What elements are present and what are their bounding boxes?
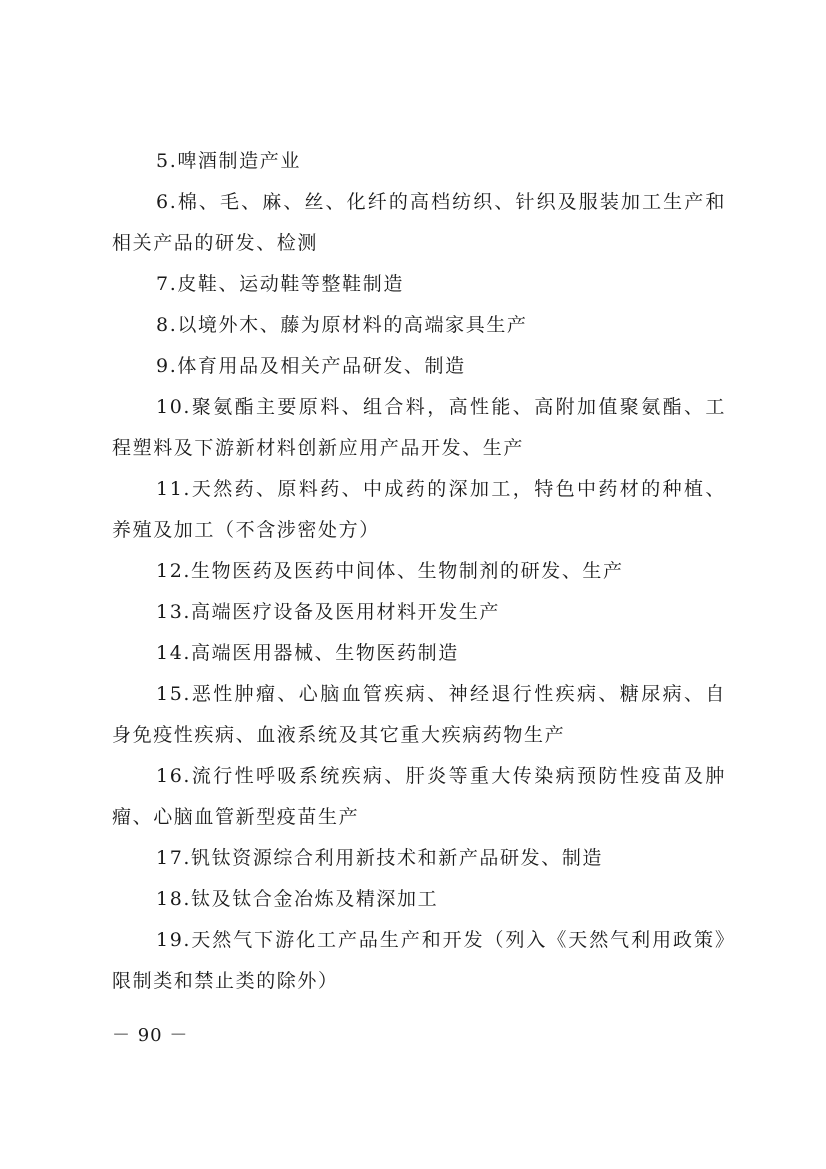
list-item: 15.恶性肿瘤、心脑血管疾病、神经退行性疾病、糖尿病、自身免疫性疾病、血液系统及其它重大疾病药物生产 bbox=[112, 683, 726, 746]
list-item: 8.以境外木、藤为原材料的高端家具生产 bbox=[156, 314, 528, 336]
document-body bbox=[112, 141, 726, 1002]
list-item: 10.聚氨酯主要原料、组合料，高性能、高附加值聚氨酯、工程塑料及下游新材料创新应用产品开发、生产 bbox=[112, 396, 726, 459]
list-item: 11.天然药、原料药、中成药的深加工，特色中药材的种植、养殖及加工（不含涉密处方） bbox=[112, 478, 726, 541]
list-item: 13.高端医疗设备及医用材料开发生产 bbox=[156, 601, 501, 623]
list-item: 17.钒钛资源综合利用新技术和新产品研发、制造 bbox=[156, 847, 604, 869]
list-item: 7.皮鞋、运动鞋等整鞋制造 bbox=[156, 273, 404, 295]
list-item: 19.天然气下游化工产品生产和开发（列入《天然气利用政策》限制类和禁止类的除外） bbox=[112, 929, 726, 992]
list-item: 6.棉、毛、麻、丝、化纤的高档纺织、针织及服装加工生产和相关产品的研发、检测 bbox=[112, 191, 726, 254]
page-number: － 90 － bbox=[112, 1025, 189, 1046]
list-item: 5.啤酒制造产业 bbox=[156, 150, 301, 172]
list-item: 14.高端医用器械、生物医药制造 bbox=[156, 642, 459, 664]
list-item: 12.生物医药及医药中间体、生物制剂的研发、生产 bbox=[156, 560, 624, 582]
list-item: 9.体育用品及相关产品研发、制造 bbox=[156, 355, 466, 377]
list-item: 16.流行性呼吸系统疾病、肝炎等重大传染病预防性疫苗及肿瘤、心脑血管新型疫苗生产 bbox=[112, 765, 726, 828]
list-item: 18.钛及钛合金冶炼及精深加工 bbox=[156, 888, 439, 910]
